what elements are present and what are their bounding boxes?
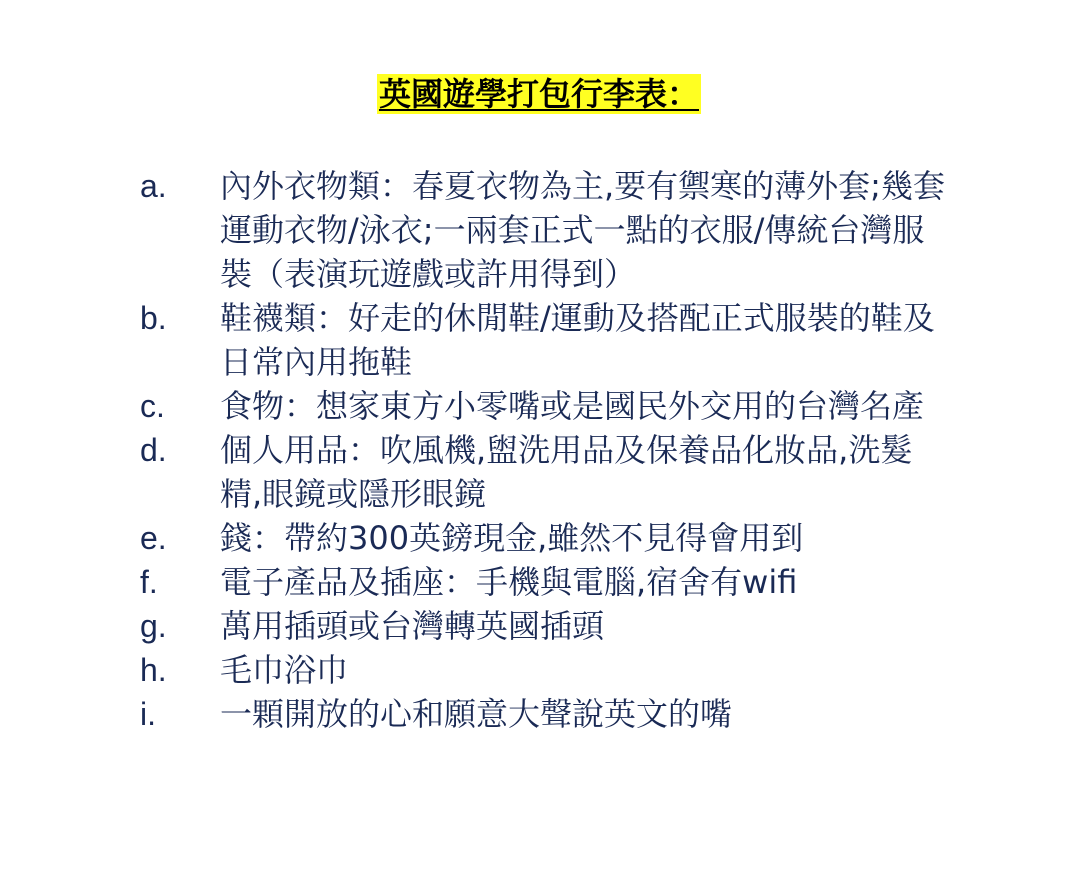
list-item xyxy=(140,428,960,516)
list-marker: e. xyxy=(140,520,167,556)
list-item xyxy=(140,560,960,604)
list-marker: c. xyxy=(140,388,165,424)
list-item-text: 個人用品：吹風機,盥洗用品及保養品化妝品,洗髮精,眼鏡或隱形眼鏡 xyxy=(220,431,913,513)
list-item xyxy=(140,296,960,384)
list-item-text: 毛巾浴巾 xyxy=(220,651,349,689)
list-marker: d. xyxy=(140,432,167,468)
list-item-text: 萬用插頭或台灣轉英國插頭 xyxy=(220,607,605,645)
list-item-text: 食物：想家東方小零嘴或是國民外交用的台灣名產 xyxy=(220,387,925,425)
list-marker: g. xyxy=(140,608,167,644)
list-item xyxy=(140,516,960,560)
list-item-text: 錢：帶約300英鎊現金,雖然不見得會用到 xyxy=(220,519,804,557)
title-wrapper xyxy=(0,74,1078,114)
list-item-text: 一顆開放的心和願意大聲說英文的嘴 xyxy=(220,695,733,733)
list-item-text: 鞋襪類：好走的休閒鞋/運動及搭配正式服裝的鞋及日常內用拖鞋 xyxy=(220,299,935,381)
list-item-text: 電子產品及插座：手機與電腦,宿舍有wifi xyxy=(220,563,798,601)
list-marker: b. xyxy=(140,300,167,336)
packing-list xyxy=(140,164,960,736)
list-marker: f. xyxy=(140,564,158,600)
list-item xyxy=(140,384,960,428)
list-marker: a. xyxy=(140,168,167,204)
list-item xyxy=(140,604,960,648)
list-marker: i. xyxy=(140,696,156,732)
list-item xyxy=(140,648,960,692)
list-item xyxy=(140,692,960,736)
list-marker: h. xyxy=(140,652,167,688)
list-item xyxy=(140,164,960,296)
document-title: 英國遊學打包行李表： xyxy=(378,75,699,113)
list-item-text: 內外衣物類：春夏衣物為主,要有禦寒的薄外套;幾套運動衣物/泳衣;一兩套正式一點的衣服/傳統台灣服裝（表演玩遊戲或許用得到） xyxy=(220,167,945,293)
